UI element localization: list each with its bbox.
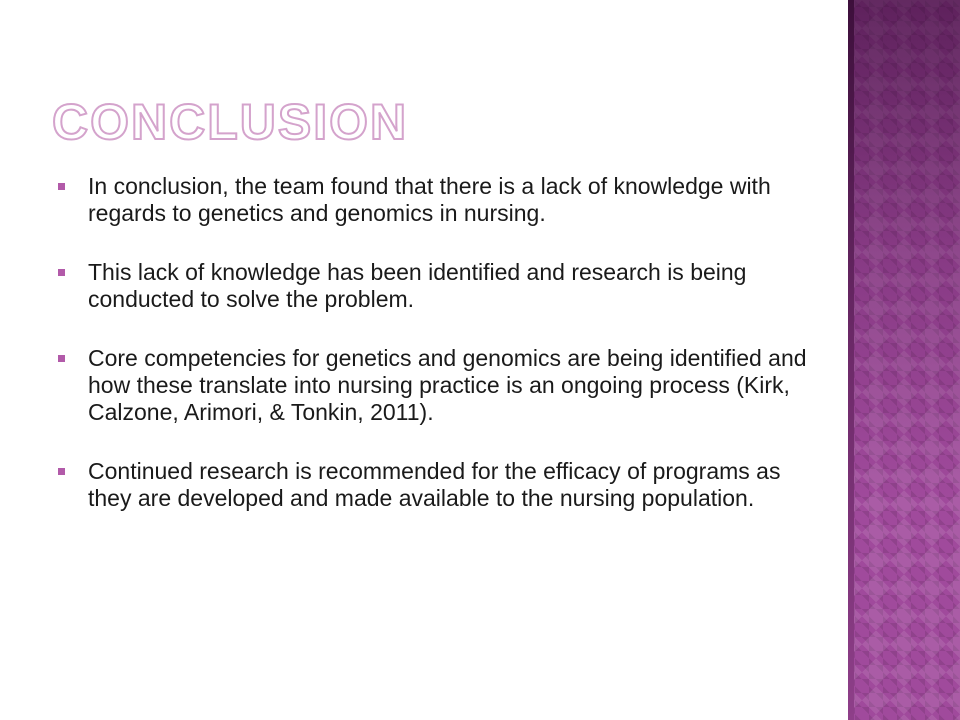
bullet-item — [56, 458, 816, 512]
bullet-text: In conclusion, the team found that there is a lack of knowledge with regards to genetics and genomics in nursing. — [88, 173, 771, 226]
bullet-square-icon — [58, 183, 65, 190]
bullet-square-icon — [58, 355, 65, 362]
bullet-text: Continued research is recommended for the efficacy of programs as they are developed and made available to the nursing population. — [88, 458, 781, 511]
slide-title: CONCLUSION — [52, 94, 409, 150]
bullet-square-icon — [58, 468, 65, 475]
bullet-item — [56, 259, 816, 313]
decorative-side-band — [848, 0, 960, 720]
bullet-item — [56, 345, 816, 426]
bullet-square-icon — [58, 269, 65, 276]
bullet-text: Core competencies for genetics and genomics are being identified and how these translate into nursing practice is an ongoing process (Kirk, Calzone, Arimori, & Tonkin, 2011). — [88, 345, 807, 425]
bullet-item — [56, 173, 816, 227]
bullet-text: This lack of knowledge has been identified and research is being conducted to solve the problem. — [88, 259, 747, 312]
bullet-list — [56, 173, 816, 544]
